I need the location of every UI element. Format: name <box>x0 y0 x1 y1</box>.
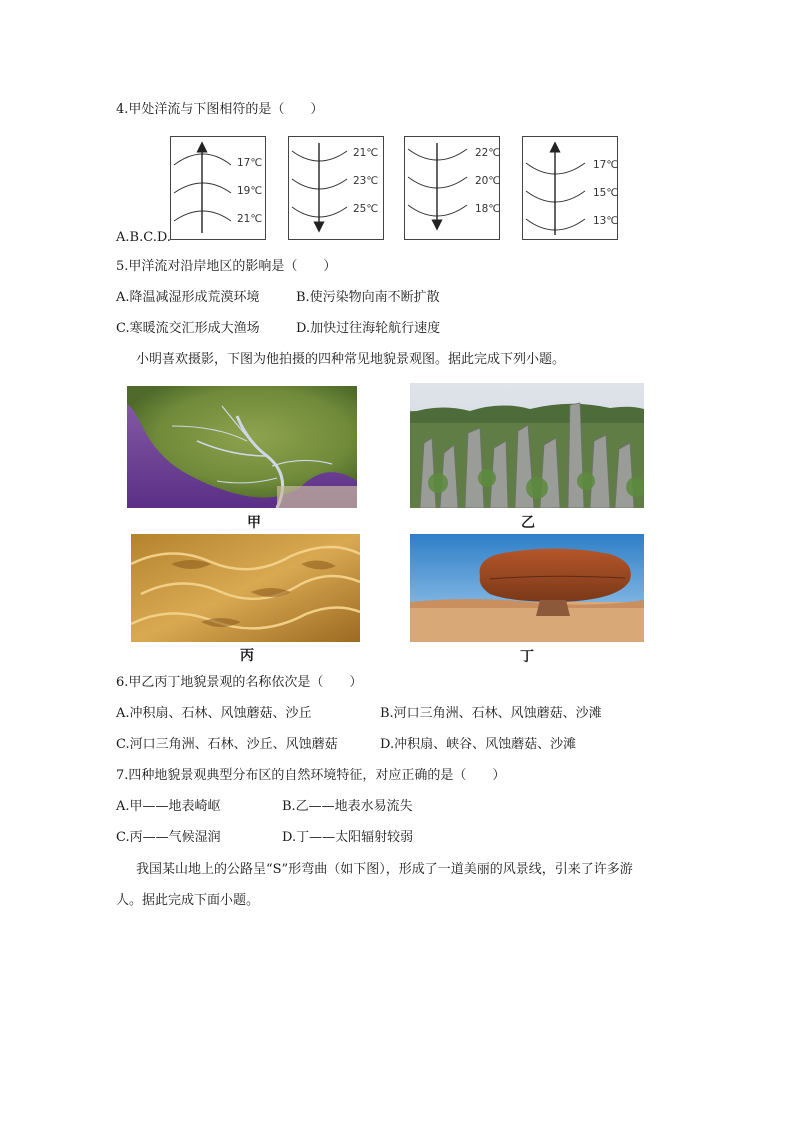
intro-road-line2: 人。据此完成下面小题。 <box>116 893 260 908</box>
panel-b-temp-2: 23℃ <box>353 175 379 187</box>
panel-a-temp-2: 19℃ <box>237 185 263 197</box>
isotherm-panel-b <box>288 136 384 240</box>
q5-option-d: D.加快过往海轮航行速度 <box>296 321 441 336</box>
photo-label-yi: 乙 <box>521 515 535 531</box>
q7-option-d: D.丁——太阳辐射较弱 <box>282 830 414 845</box>
q5-option-b: B.使污染物向南不断扩散 <box>296 290 440 305</box>
q5-stem: 5.甲洋流对沿岸地区的影响是（ ） <box>116 259 337 274</box>
q7-option-b: B.乙——地表水易流失 <box>282 799 413 814</box>
sand-dunes-photo <box>131 534 360 642</box>
q6-option-d: D.冲积扇、峡谷、风蚀蘑菇、沙滩 <box>380 737 577 752</box>
q6-option-c: C.河口三角洲、石林、沙丘、风蚀蘑菇 <box>116 737 338 752</box>
panel-b-temp-1: 21℃ <box>353 147 379 159</box>
panel-a-temp-3: 21℃ <box>237 213 263 225</box>
panel-a-temp-1: 17℃ <box>237 157 263 169</box>
panel-c-temp-3: 18℃ <box>475 203 501 215</box>
delta-photo <box>127 386 357 508</box>
q6-option-b: B.河口三角洲、石林、风蚀蘑菇、沙滩 <box>380 706 602 721</box>
photo-label-ding: 丁 <box>520 649 534 665</box>
q5-option-c: C.寒暖流交汇形成大渔场 <box>116 321 260 336</box>
q6-stem: 6.甲乙丙丁地貌景观的名称依次是（ ） <box>116 675 363 690</box>
isotherm-panel-a <box>170 136 266 240</box>
isotherm-panel-d <box>522 136 618 240</box>
panel-c-temp-2: 20℃ <box>475 175 501 187</box>
panel-b-temp-3: 25℃ <box>353 203 379 215</box>
q7-option-c: C.丙——气候湿润 <box>116 830 221 845</box>
panel-d-temp-3: 13℃ <box>593 215 619 227</box>
panel-d-temp-2: 15℃ <box>593 187 619 199</box>
photo-label-bing: 丙 <box>240 648 254 664</box>
stone-forest-photo <box>410 383 644 508</box>
q4-stem: 4.甲处洋流与下图相符的是（ ） <box>116 102 324 117</box>
intro-photos: 小明喜欢摄影，下图为他拍摄的四种常见地貌景观图。据此完成下列小题。 <box>136 352 566 367</box>
photo-label-jia: 甲 <box>247 515 261 531</box>
q5-option-a: A.降温减湿形成荒漠环境 <box>116 290 260 305</box>
panel-d-temp-1: 17℃ <box>593 159 619 171</box>
q6-option-a: A.冲积扇、石林、风蚀蘑菇、沙丘 <box>116 706 312 721</box>
q7-stem: 7.四种地貌景观典型分布区的自然环境特征，对应正确的是（ ） <box>116 768 506 783</box>
isotherm-panel-c <box>404 136 500 240</box>
q4-options: A.B.C.D. <box>116 230 171 245</box>
mushroom-rock-photo <box>410 534 644 642</box>
intro-road-line1: 我国某山地上的公路呈“S”形弯曲（如下图），形成了一道美丽的风景线，引来了许多游 <box>136 862 633 877</box>
q7-option-a: A.甲——地表崎岖 <box>116 799 221 814</box>
panel-c-temp-1: 22℃ <box>475 147 501 159</box>
